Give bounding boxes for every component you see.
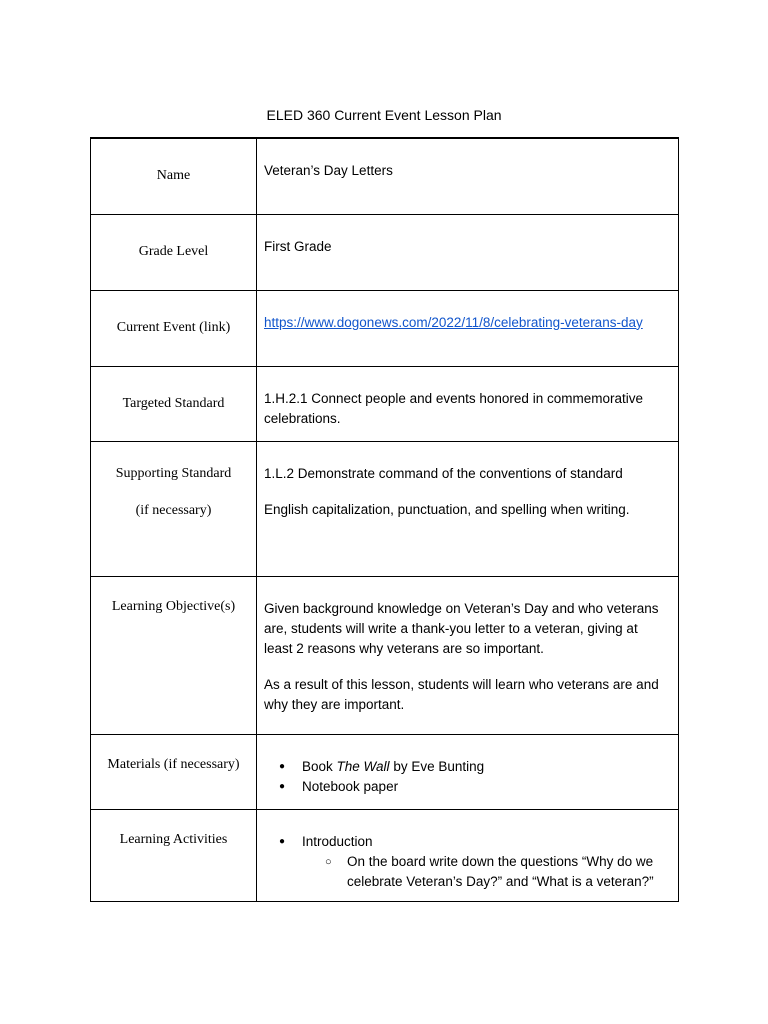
supporting-standard-label — [91, 441, 257, 576]
row-materials — [91, 734, 679, 809]
targeted-standard-label: Targeted Standard — [91, 366, 257, 441]
row-learning-objectives — [91, 576, 679, 734]
learning-activities-label: Learning Activities — [91, 809, 257, 901]
materials-list — [257, 757, 668, 797]
learning-objectives-para1: Given background knowledge on Veteran’s Day and who veterans are, students will write a thank-you letter to a veteran, giving at least 2 reasons why veterans are so important. — [264, 600, 659, 656]
learning-objectives-value — [257, 576, 679, 734]
supporting-standard-label-line2: (if necessary) — [135, 502, 212, 518]
targeted-standard-value: 1.H.2.1 Connect people and events honored in commemorative celebrations. — [257, 366, 679, 441]
materials-label: Materials (if necessary) — [91, 734, 257, 809]
activities-item-introduction-label: Introduction — [302, 833, 373, 849]
materials-item-book — [257, 757, 668, 777]
materials-item-book-suffix: by Eve Bunting — [389, 758, 485, 774]
learning-activities-value — [257, 809, 679, 901]
activities-item-introduction — [257, 832, 668, 892]
activities-subitem-board-questions: ○ On the board write down the questions “Why do we celebrate Veteran’s Day?” and “What is a veteran?” — [302, 852, 668, 892]
grade-level-label: Grade Level — [91, 214, 257, 290]
materials-item-book-prefix: Book — [302, 758, 337, 774]
supporting-standard-value — [257, 441, 679, 576]
supporting-standard-para2: English capitalization, punctuation, and spelling when writing. — [264, 501, 630, 517]
row-name — [91, 138, 679, 214]
row-grade-level — [91, 214, 679, 290]
materials-item-book-title: The Wall — [336, 758, 390, 774]
name-value: Veteran’s Day Letters — [257, 138, 679, 214]
activities-sublist — [302, 852, 668, 892]
grade-level-value: First Grade — [257, 214, 679, 290]
row-targeted-standard — [91, 366, 679, 441]
supporting-standard-label-line1: Supporting Standard — [115, 465, 232, 481]
current-event-label: Current Event (link) — [91, 290, 257, 366]
current-event-link[interactable]: https://www.dogonews.com/2022/11/8/celebrating-veterans-day — [264, 314, 643, 330]
row-supporting-standard — [91, 441, 679, 576]
learning-objectives-label: Learning Objective(s) — [91, 576, 257, 734]
materials-item-paper: ● Notebook paper — [257, 777, 668, 797]
row-current-event — [91, 290, 679, 366]
lesson-plan-table — [90, 137, 679, 902]
name-label: Name — [91, 138, 257, 214]
materials-value — [257, 734, 679, 809]
document-title: ELED 360 Current Event Lesson Plan — [266, 107, 502, 123]
learning-objectives-para2: As a result of this lesson, students will learn who veterans are and why they are important. — [264, 676, 659, 712]
row-learning-activities — [91, 809, 679, 901]
activities-list — [257, 832, 668, 892]
supporting-standard-para1: 1.L.2 Demonstrate command of the conventions of standard — [264, 465, 623, 481]
